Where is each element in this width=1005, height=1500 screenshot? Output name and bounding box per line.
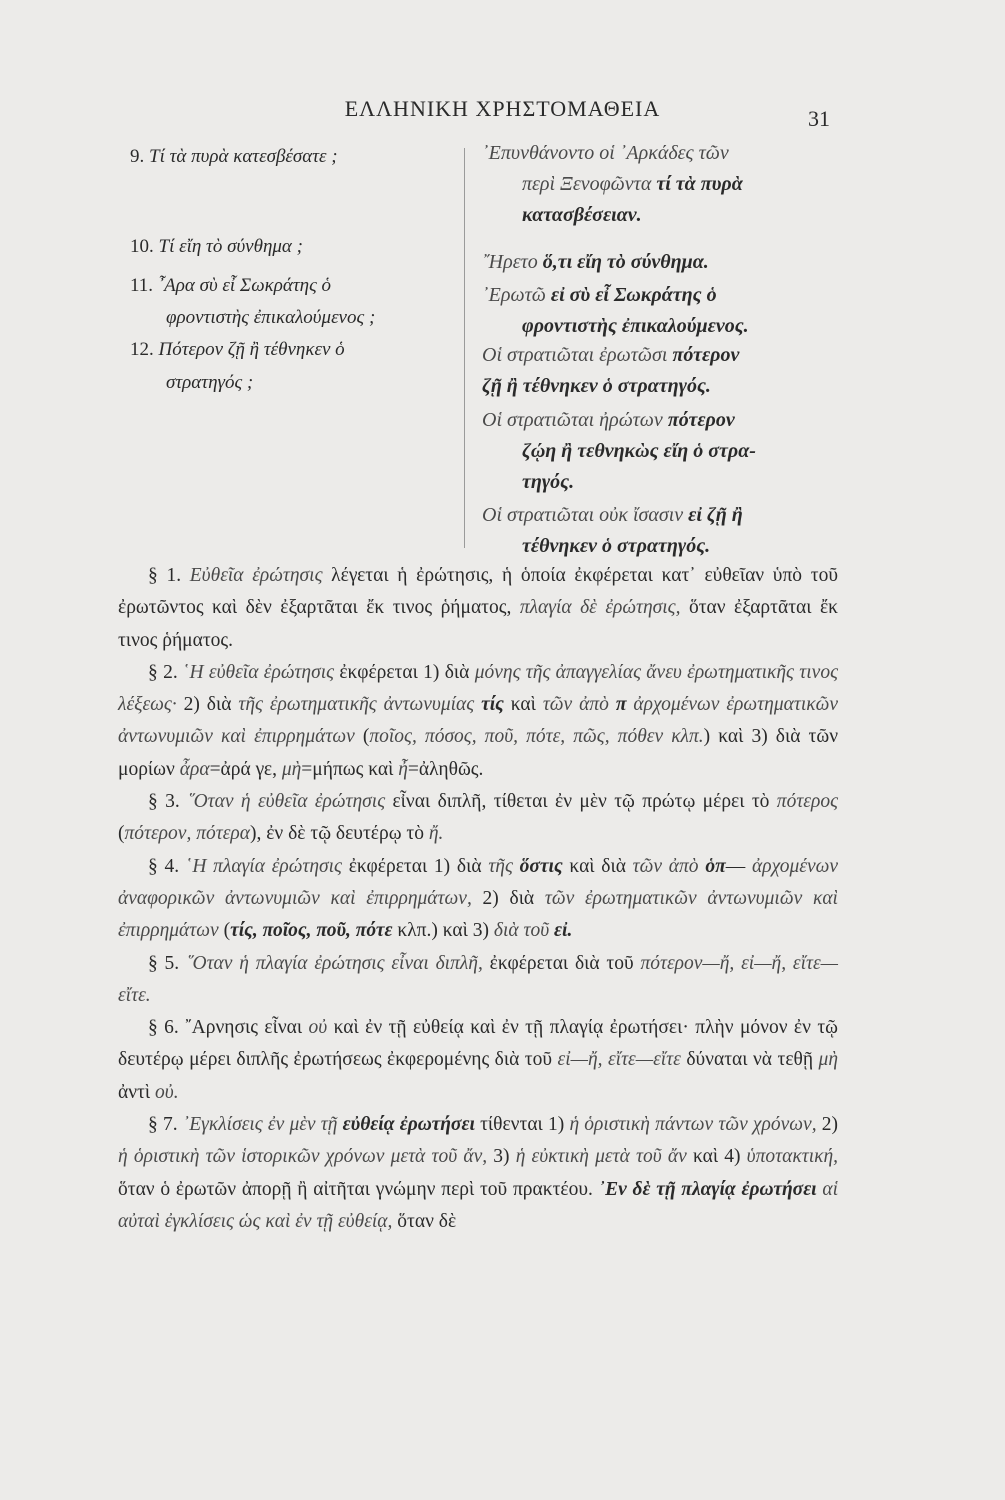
answer-bold: τηγός.	[522, 471, 575, 493]
answer-12a	[482, 340, 842, 402]
answer-bold: φροντιστὴς ἐπικαλούμενος.	[522, 315, 749, 337]
answer-bold: ὅ,τι εἴη τὸ σύνθημα.	[542, 251, 709, 273]
grammar-rules	[118, 560, 838, 1238]
answer-text: ᾿Ερωτῶ	[482, 284, 546, 306]
question-10	[130, 236, 455, 258]
question-12	[130, 333, 455, 399]
question-number: 10.	[130, 236, 154, 257]
answer-text: Οἱ στρατιῶται ἠρώτων	[482, 409, 663, 431]
question-text: ῏Αρα σὺ εἶ Σωκράτης ὁ	[157, 275, 332, 296]
running-header: ΕΛΛΗΝΙΚΗ ΧΡΗΣΤΟΜΑΘΕΙΑ	[344, 96, 661, 121]
rule-1: § 1. Εὐθεῖα ἐρώτησις λέγεται ἡ ἐρώτησις, ἡ ὁποία ἐκφέρεται κατ᾿ εὐθεῖαν ὑπὸ τοῦ ἐρωτῶντος καὶ δὲν ἐξαρτᾶται ἔκ τινος ῥήματος, πλαγία δὲ ἐρώτησις, ὅταν ἐξαρτᾶται ἔκ τινος ῥήματος.	[118, 565, 838, 651]
page-number: 31	[808, 106, 830, 131]
answer-bold: πότερον	[667, 409, 735, 431]
question-number: 12.	[130, 339, 154, 360]
question-9	[130, 146, 455, 168]
question-text-cont: φροντιστὴς ἐπικαλούμενος ;	[166, 307, 376, 328]
question-text-cont: στρατηγός ;	[166, 372, 254, 393]
question-text: Τί τὰ πυρὰ κατεσβέσατε ;	[149, 146, 338, 167]
answer-bold: πότερον	[672, 344, 740, 366]
answer-bold: εἰ σὺ εἶ Σωκράτης ὁ	[550, 284, 717, 306]
rule-7: § 7. ᾿Εγκλίσεις ἐν μὲν τῇ εὐθείᾳ ἐρωτήσει τίθενται 1) ἡ ὁριστικὴ πάντων τῶν χρόνων, 2) ἡ ὁριστικὴ τῶν ἱστορικῶν χρόνων μετὰ τοῦ ἄν, 3) ἡ εὐκτικὴ μετὰ τοῦ ἄν καὶ 4) ὑποτακτική, ὅταν ὁ ἐρωτῶν ἀπορῇ ἢ αἰτῆται γνώμην περὶ τοῦ πρακτέου. ᾿Εν δὲ τῇ πλαγίᾳ ἐρωτήσει αἱ αὐταὶ ἐγκλίσεις ὡς καὶ ἐν τῇ εὐθείᾳ, ὅταν δὲ	[118, 1114, 839, 1232]
answer-bold: ζῇ ἢ τέθνηκεν ὁ στρατηγός.	[482, 375, 711, 397]
rule-6: § 6. ῎Αρνησις εἶναι οὐ καὶ ἐν τῇ εὐθείᾳ καὶ ἐν τῇ πλαγίᾳ ἐρωτήσει· πλὴν μόνον ἐν τῷ δευτέρῳ μέρει διπλῆς ἐρωτήσεως ἐκφερομένης διὰ τοῦ εἰ—ἤ, εἴτε—εἴτε δύναται νὰ τεθῇ μὴ ἀντὶ οὐ.	[118, 1017, 839, 1103]
question-text: Τί εἴη τὸ σύνθημα ;	[158, 236, 303, 257]
answer-bold: εἰ ζῇ ἢ	[688, 504, 743, 526]
rule-4: § 4. ῾Η πλαγία ἐρώτησις ἐκφέρεται 1) διὰ τῆς ὅστις καὶ διὰ τῶν ἀπὸ ὁπ— ἀρχομένων ἀναφορικῶν ἀντωνυμιῶν καὶ ἐπιρρημάτων, 2) διὰ τῶν ἐρωτηματικῶν ἀντωνυμιῶν καὶ ἐπιρρημάτων (τίς, ποῖος, ποῦ, πότε κλπ.) καὶ 3) διὰ τοῦ εἰ.	[118, 855, 839, 942]
column-divider	[464, 148, 465, 548]
question-number: 9.	[130, 146, 145, 167]
answer-12b	[482, 405, 842, 498]
answer-text: ᾿Επυνθάνοντο οἱ ᾿Αρκάδες τῶν	[482, 142, 729, 164]
answer-10	[482, 247, 842, 278]
answer-text: Οἱ στρατιῶται οὐκ ἴσασιν	[482, 504, 684, 526]
answer-11	[482, 280, 842, 342]
rule-5: § 5. ῞Οταν ἡ πλαγία ἐρώτησις εἶναι διπλῆ, ἐκφέρεται διὰ τοῦ πότερον—ἤ, εἰ—ἤ, εἴτε—εἴτε.	[118, 952, 839, 1006]
question-11	[130, 270, 455, 334]
answer-12c	[482, 500, 842, 562]
answer-9	[482, 138, 842, 231]
answer-text: Οἱ στρατιῶται ἐρωτῶσι	[482, 344, 668, 366]
answer-bold: ζῴη ἢ τεθνηκὼς εἴη ὁ στρα-	[522, 440, 756, 462]
answer-bold: κατασβέσειαν.	[522, 204, 642, 226]
answer-bold: τί τὰ πυρὰ	[656, 173, 743, 195]
answer-text: ῎Ηρετο	[482, 251, 538, 273]
question-number: 11.	[130, 275, 154, 296]
question-text: Πότερον ζῇ ἢ τέθνηκεν ὁ	[158, 339, 345, 360]
answer-bold: τέθνηκεν ὁ στρατηγός.	[522, 535, 711, 557]
rule-3: § 3. ῞Οταν ἡ εὐθεῖα ἐρώτησις εἶναι διπλῆ, τίθεται ἐν μὲν τῷ πρώτῳ μέρει τὸ πότερος (πότερον, πότερα), ἐν δὲ τῷ δευτέρῳ τὸ ἤ.	[118, 791, 839, 845]
answer-text: περὶ Ξενοφῶντα	[522, 173, 652, 195]
rule-2: § 2. ῾Η εὐθεῖα ἐρώτησις ἐκφέρεται 1) διὰ μόνης τῆς ἀπαγγελίας ἄνευ ἐρωτηματικῆς τινος λέξεως· 2) διὰ τῆς ἐρωτηματικῆς ἀντωνυμίας τίς καὶ τῶν ἀπὸ π ἀρχομένων ἐρωτηματικῶν ἀντωνυμιῶν καὶ ἐπιρρημάτων (ποῖος, πόσος, ποῦ, πότε, πῶς, πόθεν κλπ.) καὶ 3) διὰ τῶν μορίων ἆρα=ἀρά γε, μὴ=μήπως καὶ ἦ=ἀληθῶς.	[118, 661, 839, 780]
